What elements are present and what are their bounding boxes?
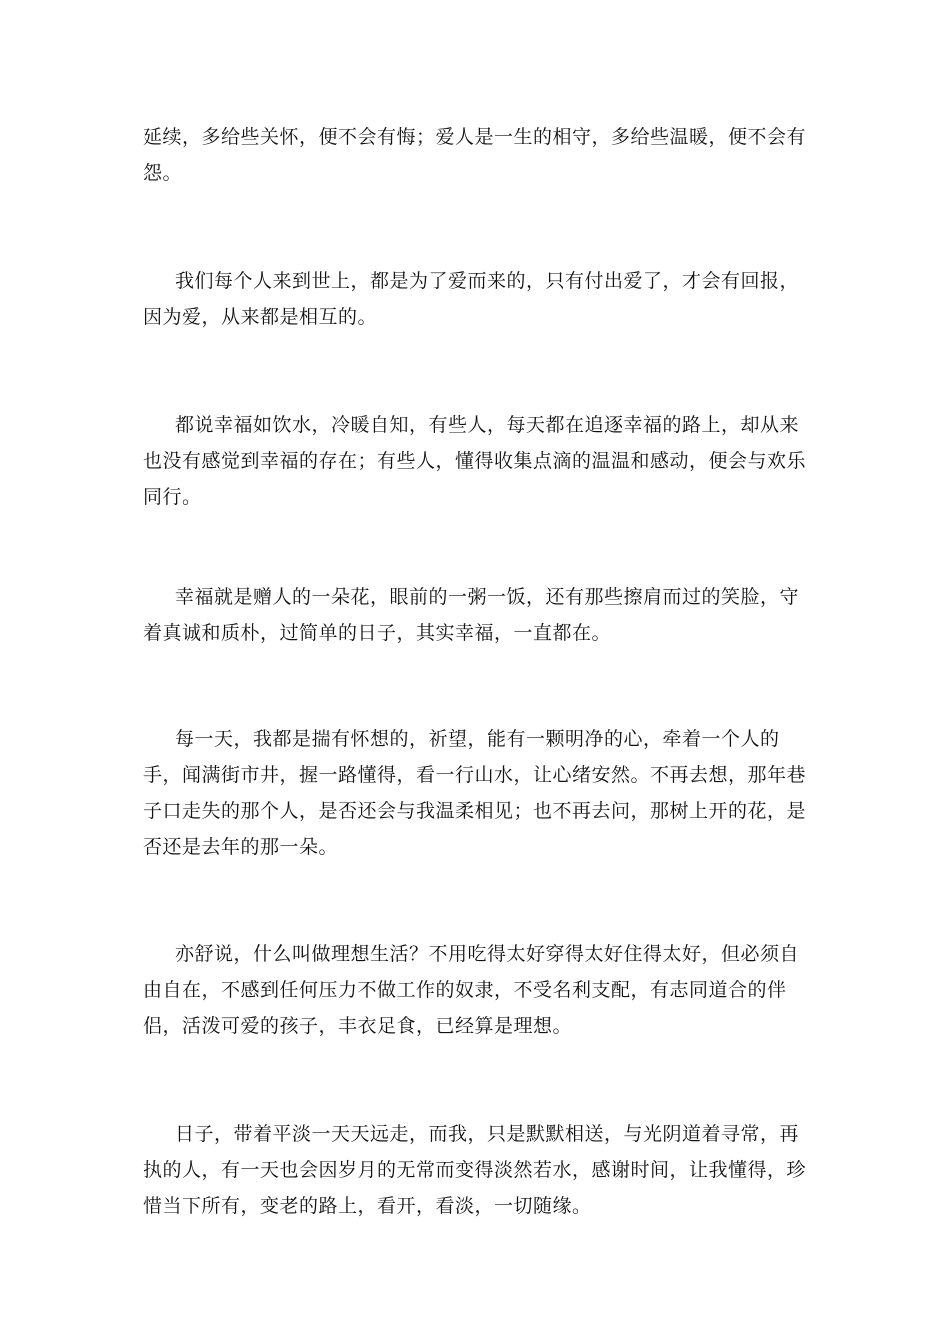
paragraph: 幸福就是赠人的一朵花，眼前的一粥一饭，还有那些擦肩而过的笑脸，守着真诚和质朴，过简单的日子，其实幸福，一直都在。 [143, 586, 800, 644]
paragraph: 我们每个人来到世上，都是为了爱而来的，只有付出爱了，才会有回报，因为爱，从来都是相互的。 [143, 270, 800, 328]
paragraph: 日子，带着平淡一天天远走，而我，只是默默相送，与光阴道着寻常，再执的人，有一天也会因岁月的无常而变得淡然若水，感谢时间，让我懂得，珍惜当下所有，变老的路上，看开，看淡，一切随缘。 [143, 1123, 807, 1217]
paragraph: 每一天，我都是揣有怀想的，祈望，能有一颗明净的心，牵着一个人的手，闻满街市井，握一路懂得，看一行山水，让心绪安然。不再去想，那年巷子口走失的那个人，是否还会与我温柔相见；也不再去问，那树上开的花，是否还是去年的那一朵。 [143, 728, 807, 858]
paragraph: 亦舒说，什么叫做理想生活？不用吃得太好穿得太好住得太好，但必须自由自在，不感到任何压力不做工作的奴隶，不受名利支配，有志同道合的伴侣，活泼可爱的孩子，丰衣足食，已经算是理想。 [143, 943, 800, 1037]
paragraph: 都说幸福如饮水，冷暖自知，有些人，每天都在追逐幸福的路上，却从来也没有感觉到幸福的存在；有些人，懂得收集点滴的温温和感动，便会与欢乐同行。 [143, 414, 807, 508]
paragraph-continued: 延续，多给些关怀，便不会有悔；爱人是一生的相守，多给些温暖，便不会有怨。 [143, 126, 807, 184]
